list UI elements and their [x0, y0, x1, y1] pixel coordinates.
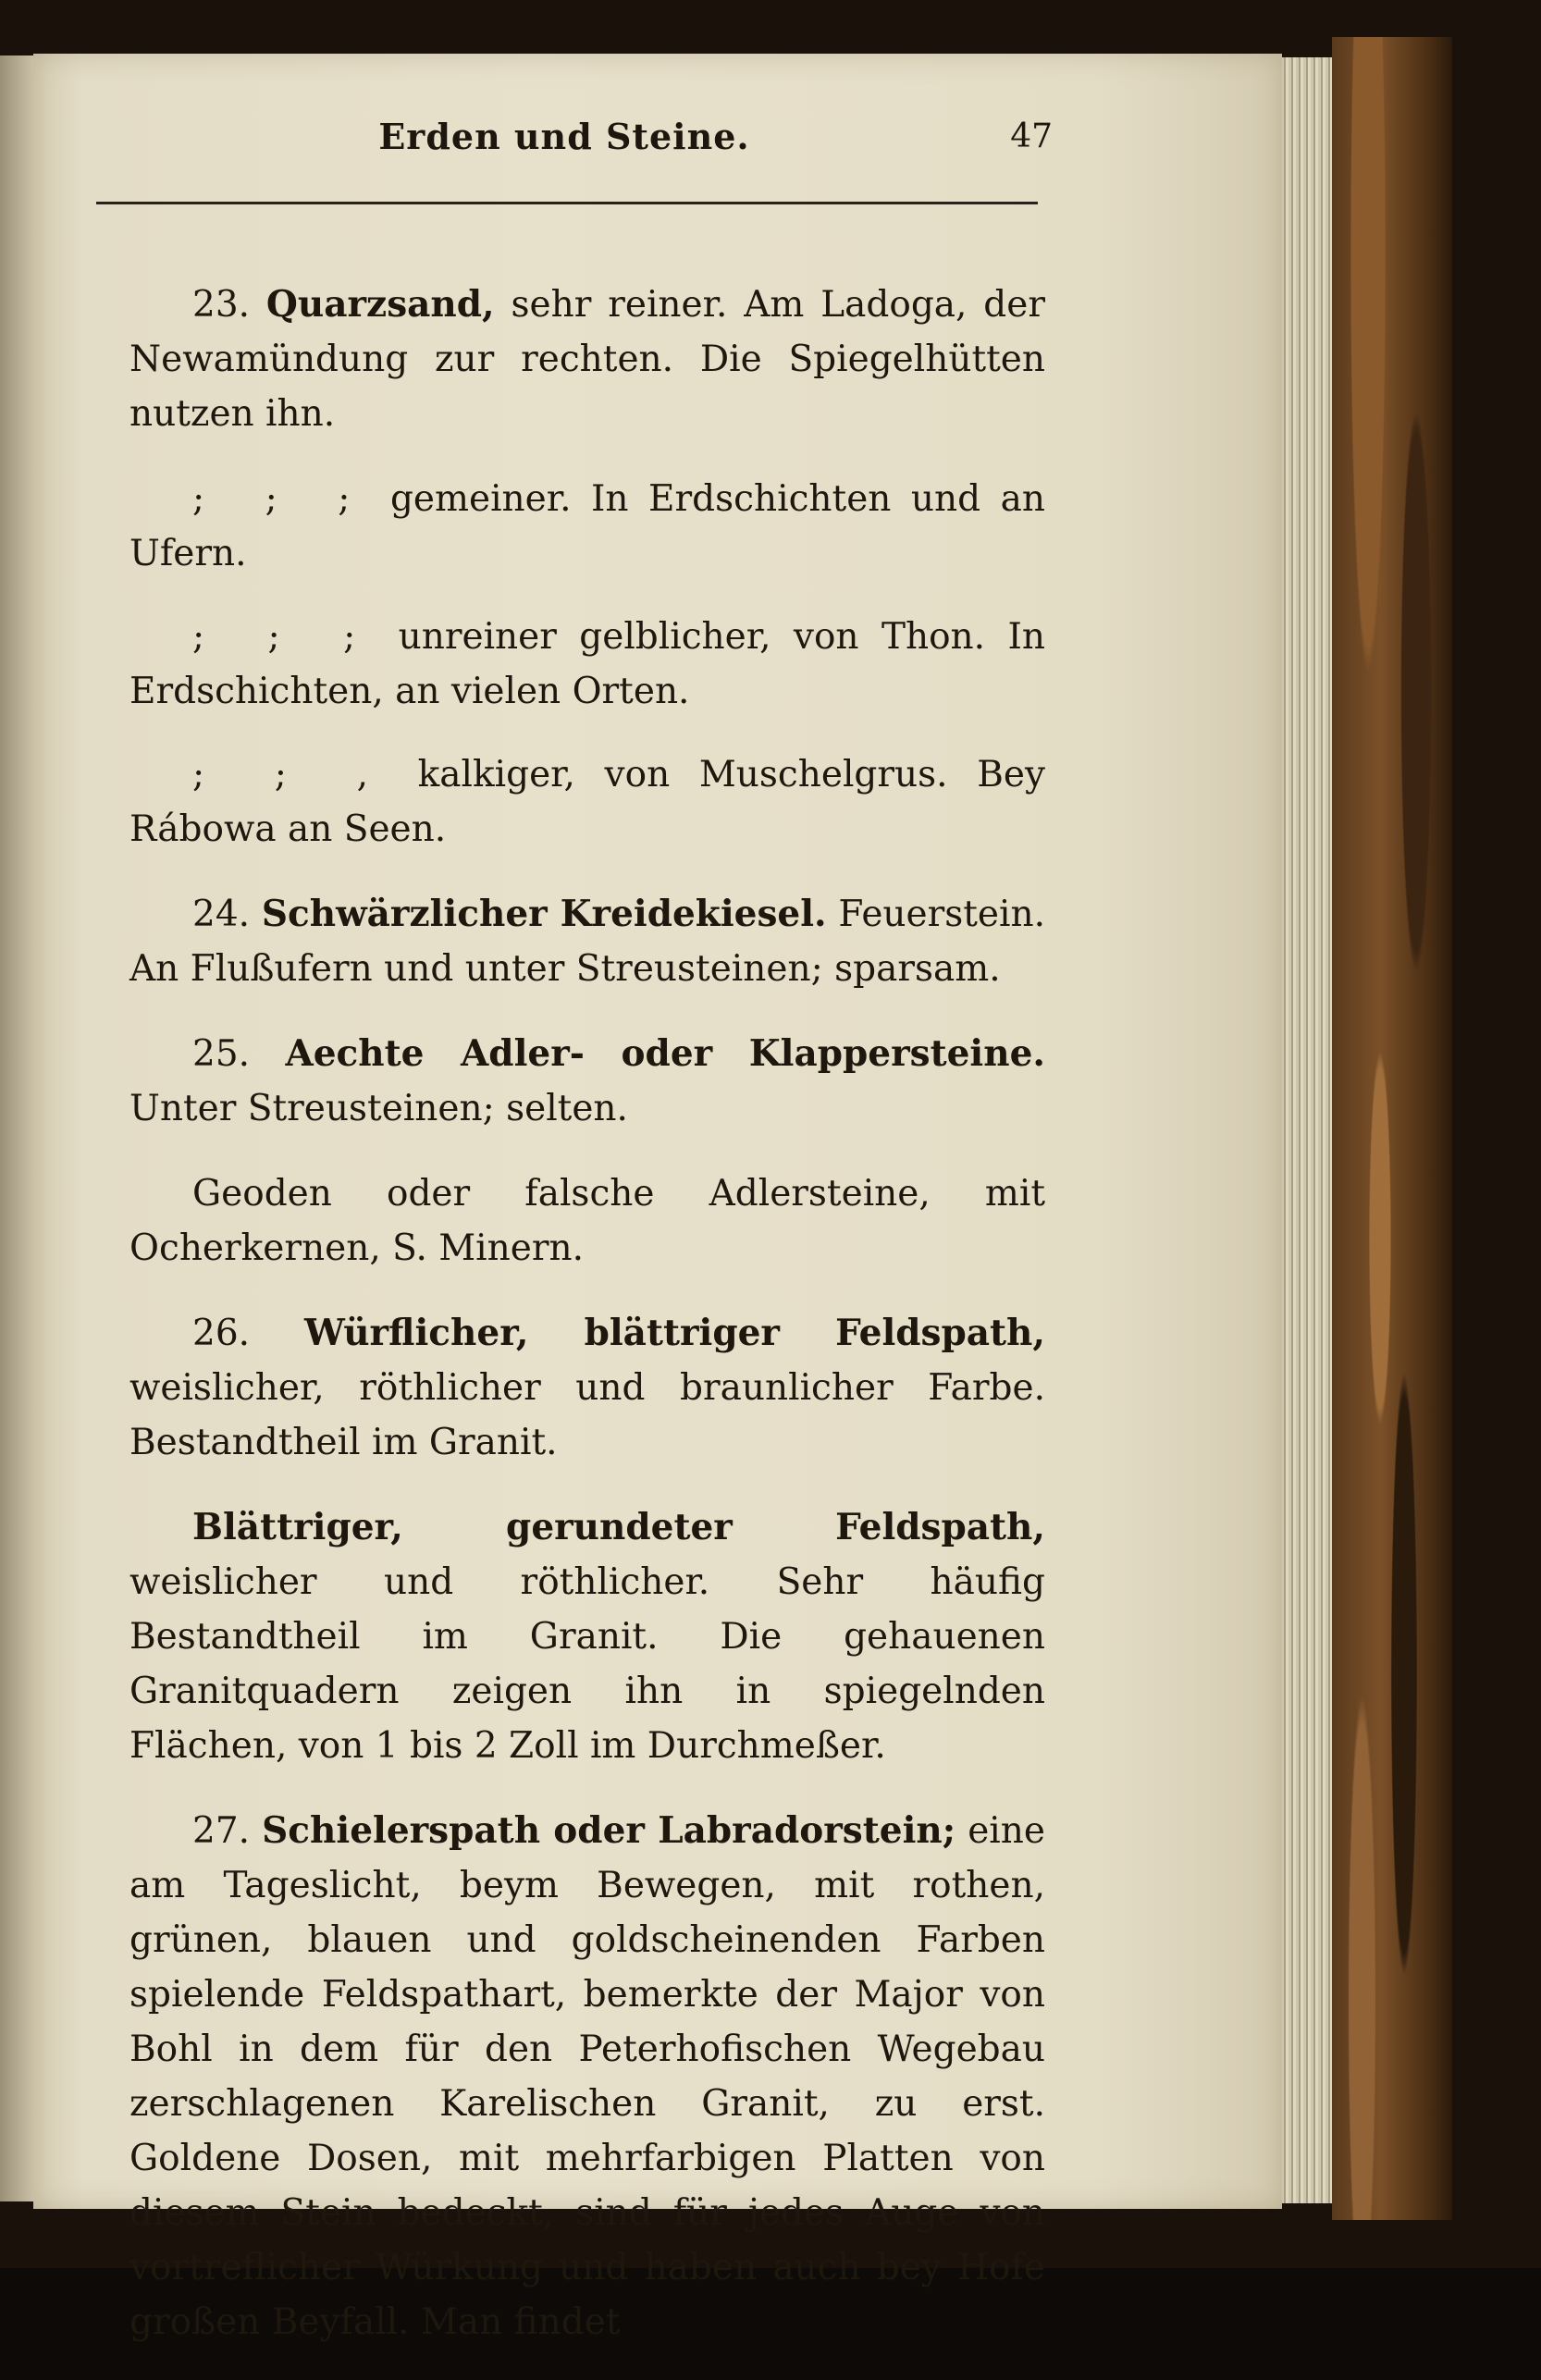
entry-text: unreiner gelblicher, von Thon. In Erdschichten, an vielen Orten. [129, 616, 1045, 712]
running-header [92, 116, 1053, 199]
entry-text: weislicher und röthlicher. Sehr häufig Bestandtheil im Granit. Die gehauenen Granitquadern zeigen ihn in spiegelnden Flächen, von 1 bis 2 Zoll im Durchmeßer. [129, 1561, 1045, 1767]
page-body [129, 277, 1045, 2380]
entry-text: eine am Tageslicht, beym Bewegen, mit rothen, grünen, blauen und goldscheinenden Farben spielende Feldspathart, bemerkte der Major von Bohl in dem für den Peterhofischen Wegebau zerschlagenen Karelischen Granit, zu erst. Goldene Dosen, mit mehrfarbigen Platten von diesem Stein bedeckt, sind für jedes Auge von vortreflicher Würkung und haben auch bey Hofe großen Beyfall. Man findet [129, 1810, 1045, 2343]
entry-heading: Blättriger, gerundeter Feldspath, [192, 1506, 1045, 1548]
header-title: Erden und Steine. [378, 116, 750, 157]
entry-heading: Würflicher, blättriger Feldspath, [303, 1312, 1045, 1354]
ditto-marks: ; ; ; [192, 478, 371, 520]
entry-23 [129, 277, 1045, 441]
entry-text: Feuerstein. An Flußufern und unter Streusteinen; sparsam. [129, 894, 1045, 990]
entry-number: 25. [192, 1033, 251, 1075]
header-rule [96, 202, 1038, 204]
entry-heading: Aechte Adler- oder Klappersteine. [285, 1032, 1045, 1075]
previous-page-edge [0, 55, 33, 2201]
entry-number: 26. [192, 1313, 251, 1354]
entry-23-variant-2 [129, 610, 1045, 719]
entry-heading: Quarzsand, [265, 283, 495, 326]
entry-25-geoden [129, 1166, 1045, 1276]
entry-26 [129, 1306, 1045, 1470]
entry-23-variant-1 [129, 472, 1045, 581]
entry-heading: Schwärzlicher Kreidekiesel. [261, 893, 827, 935]
entry-25 [129, 1027, 1045, 1136]
entry-text: weislicher, röthlicher und braunlicher Farbe. Bestandtheil im Granit. [129, 1367, 1045, 1463]
ditto-marks: ; ; ; [192, 616, 376, 658]
marbled-cover-edge [1332, 37, 1452, 2220]
entry-number: 27. [192, 1810, 251, 1852]
entry-text: Unter Streusteinen; selten. [129, 1088, 628, 1129]
entry-text: kalkiger, von Muschelgrus. Bey Rábowa an Seen. [129, 754, 1045, 850]
entry-number: 24. [192, 894, 251, 935]
ditto-marks: ; ; , [192, 754, 388, 795]
entry-23-variant-3 [129, 747, 1045, 857]
page-number: 47 [1010, 117, 1053, 155]
entry-24 [129, 887, 1045, 996]
entry-number: 23. [192, 284, 251, 326]
entry-text: Geoden oder falsche Adlersteine, mit Ocherkernen, S. Minern. [129, 1173, 1045, 1269]
entry-text: sehr reiner. Am Ladoga, der Newamündung zur rechten. Die Spiegelhütten nutzen ihn. [129, 284, 1045, 435]
entry-text: gemeiner. In Erdschichten und an Ufern. [129, 478, 1045, 574]
entry-26-rounded [129, 1500, 1045, 1773]
entry-heading: Schielerspath oder Labradorstein; [262, 1809, 956, 1852]
